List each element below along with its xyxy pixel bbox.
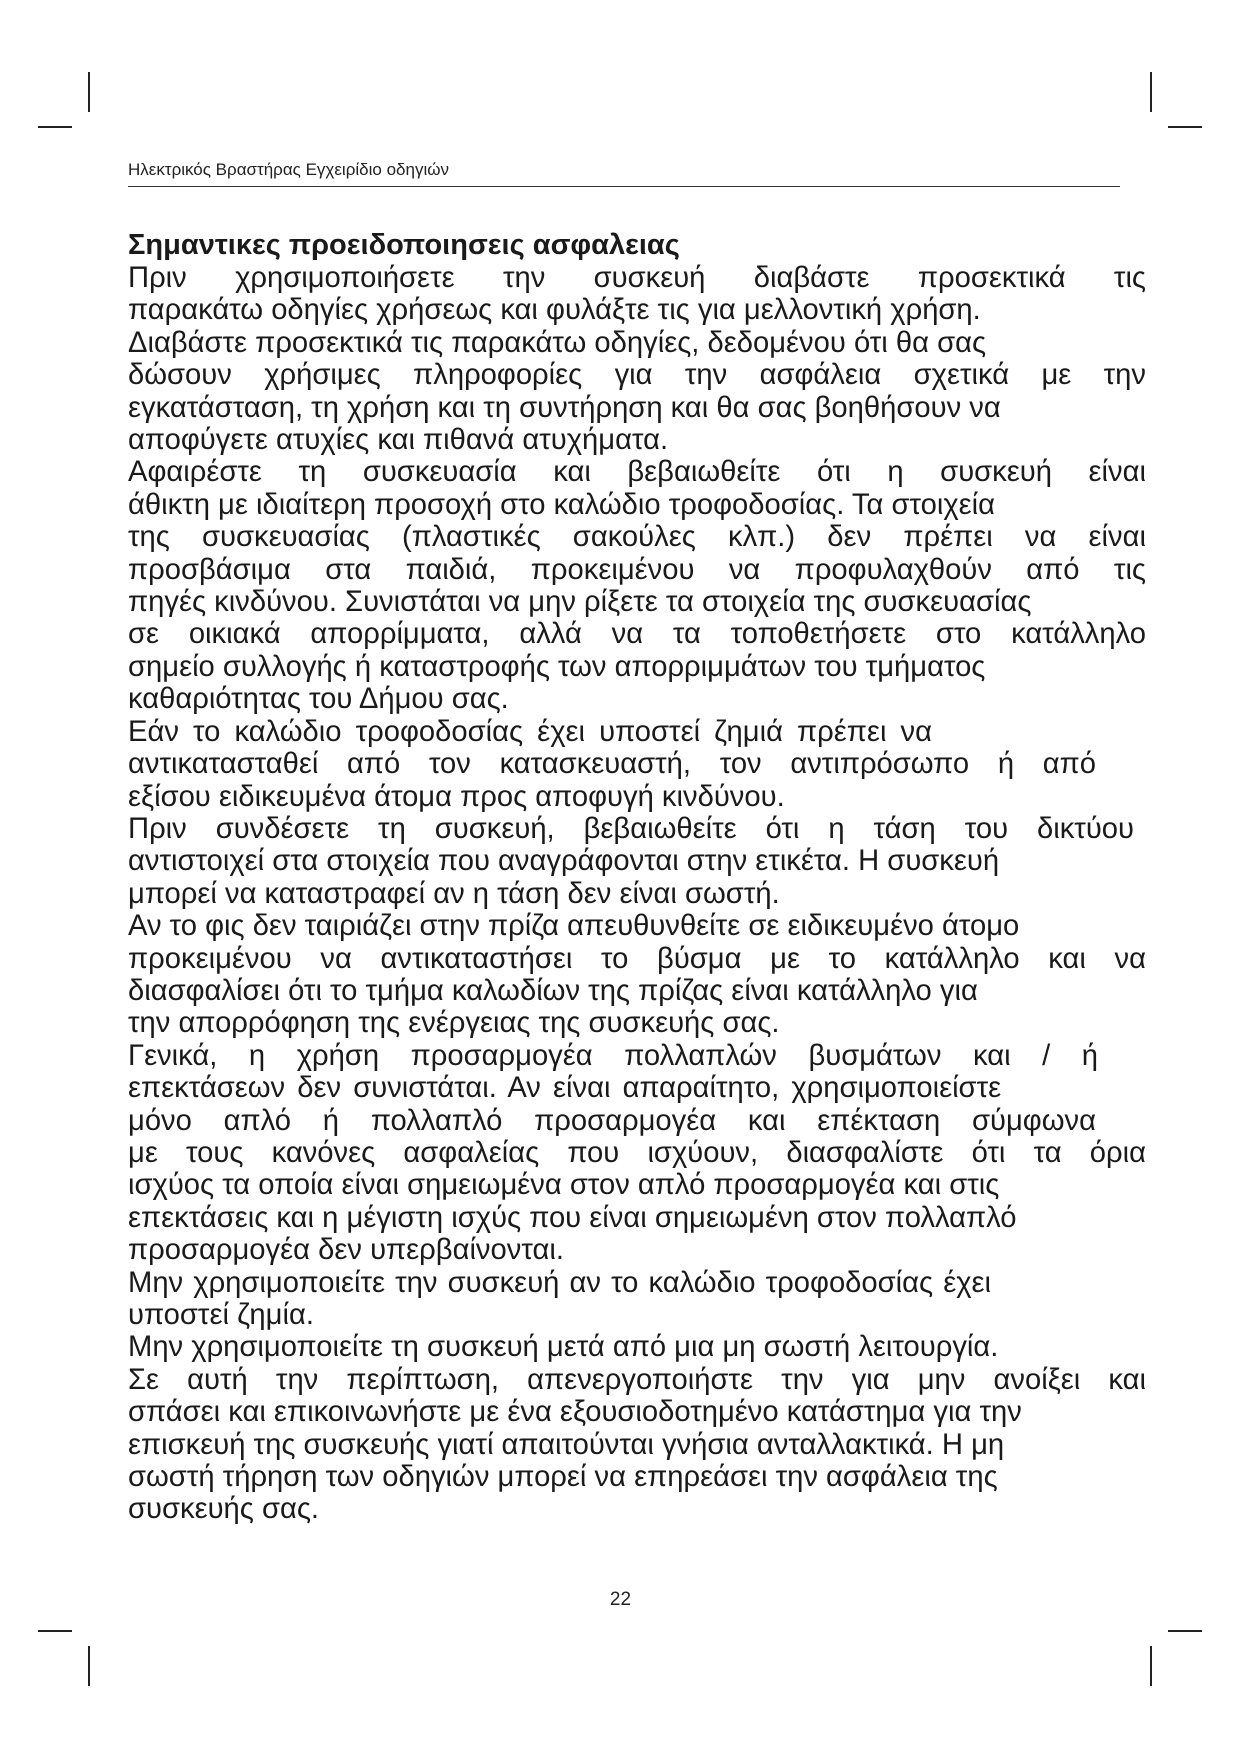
body-line: Μην χρησιμοποιείτε τη συσκευή μετά από μια μη σωστή λειτουργία. bbox=[128, 1331, 999, 1364]
body-line: εγκατάσταση, τη χρήση και τη συντήρηση και θα σας βοηθήσουν να bbox=[128, 391, 1001, 424]
body-line: αποφύγετε ατυχίες και πιθανά ατυχήματα. bbox=[128, 424, 669, 457]
body-line: μόνο απλό ή πολλαπλό προσαρμογέα και επέκταση σύμφωνα bbox=[128, 1104, 1096, 1137]
body-line: πηγές κινδύνου. Συνιστάται να μην ρίξετε τα στοιχεία της συσκευασίας bbox=[128, 586, 1032, 619]
page-number: 22 bbox=[609, 1589, 632, 1610]
body-line: Μην χρησιμοποιείτε την συσκευή αν το καλώδιο τροφοδοσίας έχει bbox=[128, 1266, 992, 1299]
body-line: της συσκευασίας (πλαστικές σακούλες κλπ.) δεν πρέπει να είναι bbox=[128, 521, 1146, 554]
body-line: επεκτάσεων δεν συνιστάται. Αν είναι απαραίτητο, χρησιμοποιείστε bbox=[128, 1072, 1002, 1105]
body-line: παρακάτω οδηγίες χρήσεως και φυλάξτε τις για μελλοντική χρήση. bbox=[128, 294, 981, 327]
body-line: ισχύος τα οποία είναι σημειωμένα στον απλό προσαρμογέα και στις bbox=[128, 1169, 1000, 1202]
body-line: αντιστοιχεί στα στοιχεία που αναγράφονται στην ετικέτα. Η συσκευή bbox=[128, 845, 1000, 878]
crop-mark-bottom-left-horizontal bbox=[38, 1630, 72, 1632]
body-line: Εάν το καλώδιο τροφοδοσίας έχει υποστεί ζημιά πρέπει να bbox=[128, 715, 933, 748]
body-line: με τους κανόνες ασφαλείας που ισχύουν, διασφαλίστε ότι τα όρια bbox=[128, 1136, 1146, 1169]
body-line: Πριν συνδέσετε τη συσκευή, βεβαιωθείτε ότι η τάση του δικτύου bbox=[128, 812, 1134, 845]
body-line: προκειμένου να αντικαταστήσει το βύσμα με το κατάλληλο και να bbox=[128, 942, 1146, 975]
crop-mark-bottom-right-horizontal bbox=[1168, 1630, 1202, 1632]
body-line: σπάσει και επικοινωνήστε με ένα εξουσιοδοτημένο κατάστημα για την bbox=[128, 1396, 1022, 1429]
crop-mark-top-left-horizontal bbox=[38, 126, 72, 128]
body-line: μπορεί να καταστραφεί αν η τάση δεν είναι σωστή. bbox=[128, 877, 780, 910]
body-line: Διαβάστε προσεκτικά τις παρακάτω οδηγίες, δεδομένου ότι θα σας bbox=[128, 326, 987, 359]
body-line: συσκευής σας. bbox=[128, 1493, 320, 1526]
body-line: την απορρόφηση της ενέργειας της συσκευής σας. bbox=[128, 1007, 780, 1040]
body-line: δώσουν χρήσιμες πληροφορίες για την ασφάλεια σχετικά με την bbox=[128, 359, 1146, 392]
body-line: Γενικά, η χρήση προσαρμογέα πολλαπλών βυσμάτων και / ή bbox=[128, 1039, 1098, 1072]
body-line: διασφαλίσει ότι το τμήμα καλωδίων της πρίζας είναι κατάλληλο για bbox=[128, 974, 978, 1007]
crop-mark-bottom-left-vertical bbox=[88, 1646, 90, 1686]
body-line: εξίσου ειδικευμένα άτομα προς αποφυγή κινδύνου. bbox=[128, 780, 785, 813]
section-heading: Σημαντικες προειδοποιησεις ασφαλειας bbox=[128, 229, 680, 261]
body-line: επισκευή της συσκευής γιατί απαιτούνται γνήσια ανταλλακτικά. Η μη bbox=[128, 1428, 1005, 1461]
running-header: Ηλεκτρικός Βραστήρας Εγχειρίδιο οδηγιών bbox=[128, 160, 449, 179]
body-line: προσβάσιμα στα παιδιά, προκειμένου να προφυλαχθούν από τις bbox=[128, 553, 1146, 586]
body-line: επεκτάσεις και η μέγιστη ισχύς που είναι σημειωμένη στον πολλαπλό bbox=[128, 1201, 1017, 1234]
body-line: σε οικιακά απορρίμματα, αλλά να τα τοποθετήσετε στο κατάλληλο bbox=[128, 618, 1146, 651]
body-line: Αν το φις δεν ταιριάζει στην πρίζα απευθυνθείτε σε ειδικευμένο άτομο bbox=[128, 910, 1020, 943]
body-line: καθαριότητας του Δήμου σας. bbox=[128, 683, 509, 716]
body-line: σωστή τήρηση των οδηγιών μπορεί να επηρεάσει την ασφάλεια της bbox=[128, 1461, 998, 1494]
body-line: Σε αυτή την περίπτωση, απενεργοποιήστε την για μην ανοίξει και bbox=[128, 1363, 1146, 1396]
header-divider bbox=[128, 186, 1120, 187]
body-line: Πριν χρησιμοποιήσετε την συσκευή διαβάστε προσεκτικά τις bbox=[128, 262, 1146, 294]
body-line: υποστεί ζημία. bbox=[128, 1299, 314, 1331]
body-line: προσαρμογέα δεν υπερβαίνονται. bbox=[128, 1234, 564, 1267]
body-line: σημείο συλλογής ή καταστροφής των απορριμμάτων του τμήματος bbox=[128, 650, 986, 683]
crop-mark-top-left-vertical bbox=[88, 72, 90, 112]
crop-mark-top-right-vertical bbox=[1150, 72, 1152, 112]
main-content bbox=[128, 228, 1158, 1526]
body-line: άθικτη με ιδιαίτερη προσοχή στο καλώδιο τροφοδοσίας. Τα στοιχεία bbox=[128, 488, 996, 521]
body-line: Αφαιρέστε τη συσκευασία και βεβαιωθείτε ότι η συσκευή είναι bbox=[128, 456, 1146, 489]
body-line: αντικατασταθεί από τον κατασκευαστή, τον αντιπρόσωπο ή από bbox=[128, 748, 1096, 781]
crop-mark-bottom-right-vertical bbox=[1150, 1646, 1152, 1686]
crop-mark-top-right-horizontal bbox=[1168, 126, 1202, 128]
